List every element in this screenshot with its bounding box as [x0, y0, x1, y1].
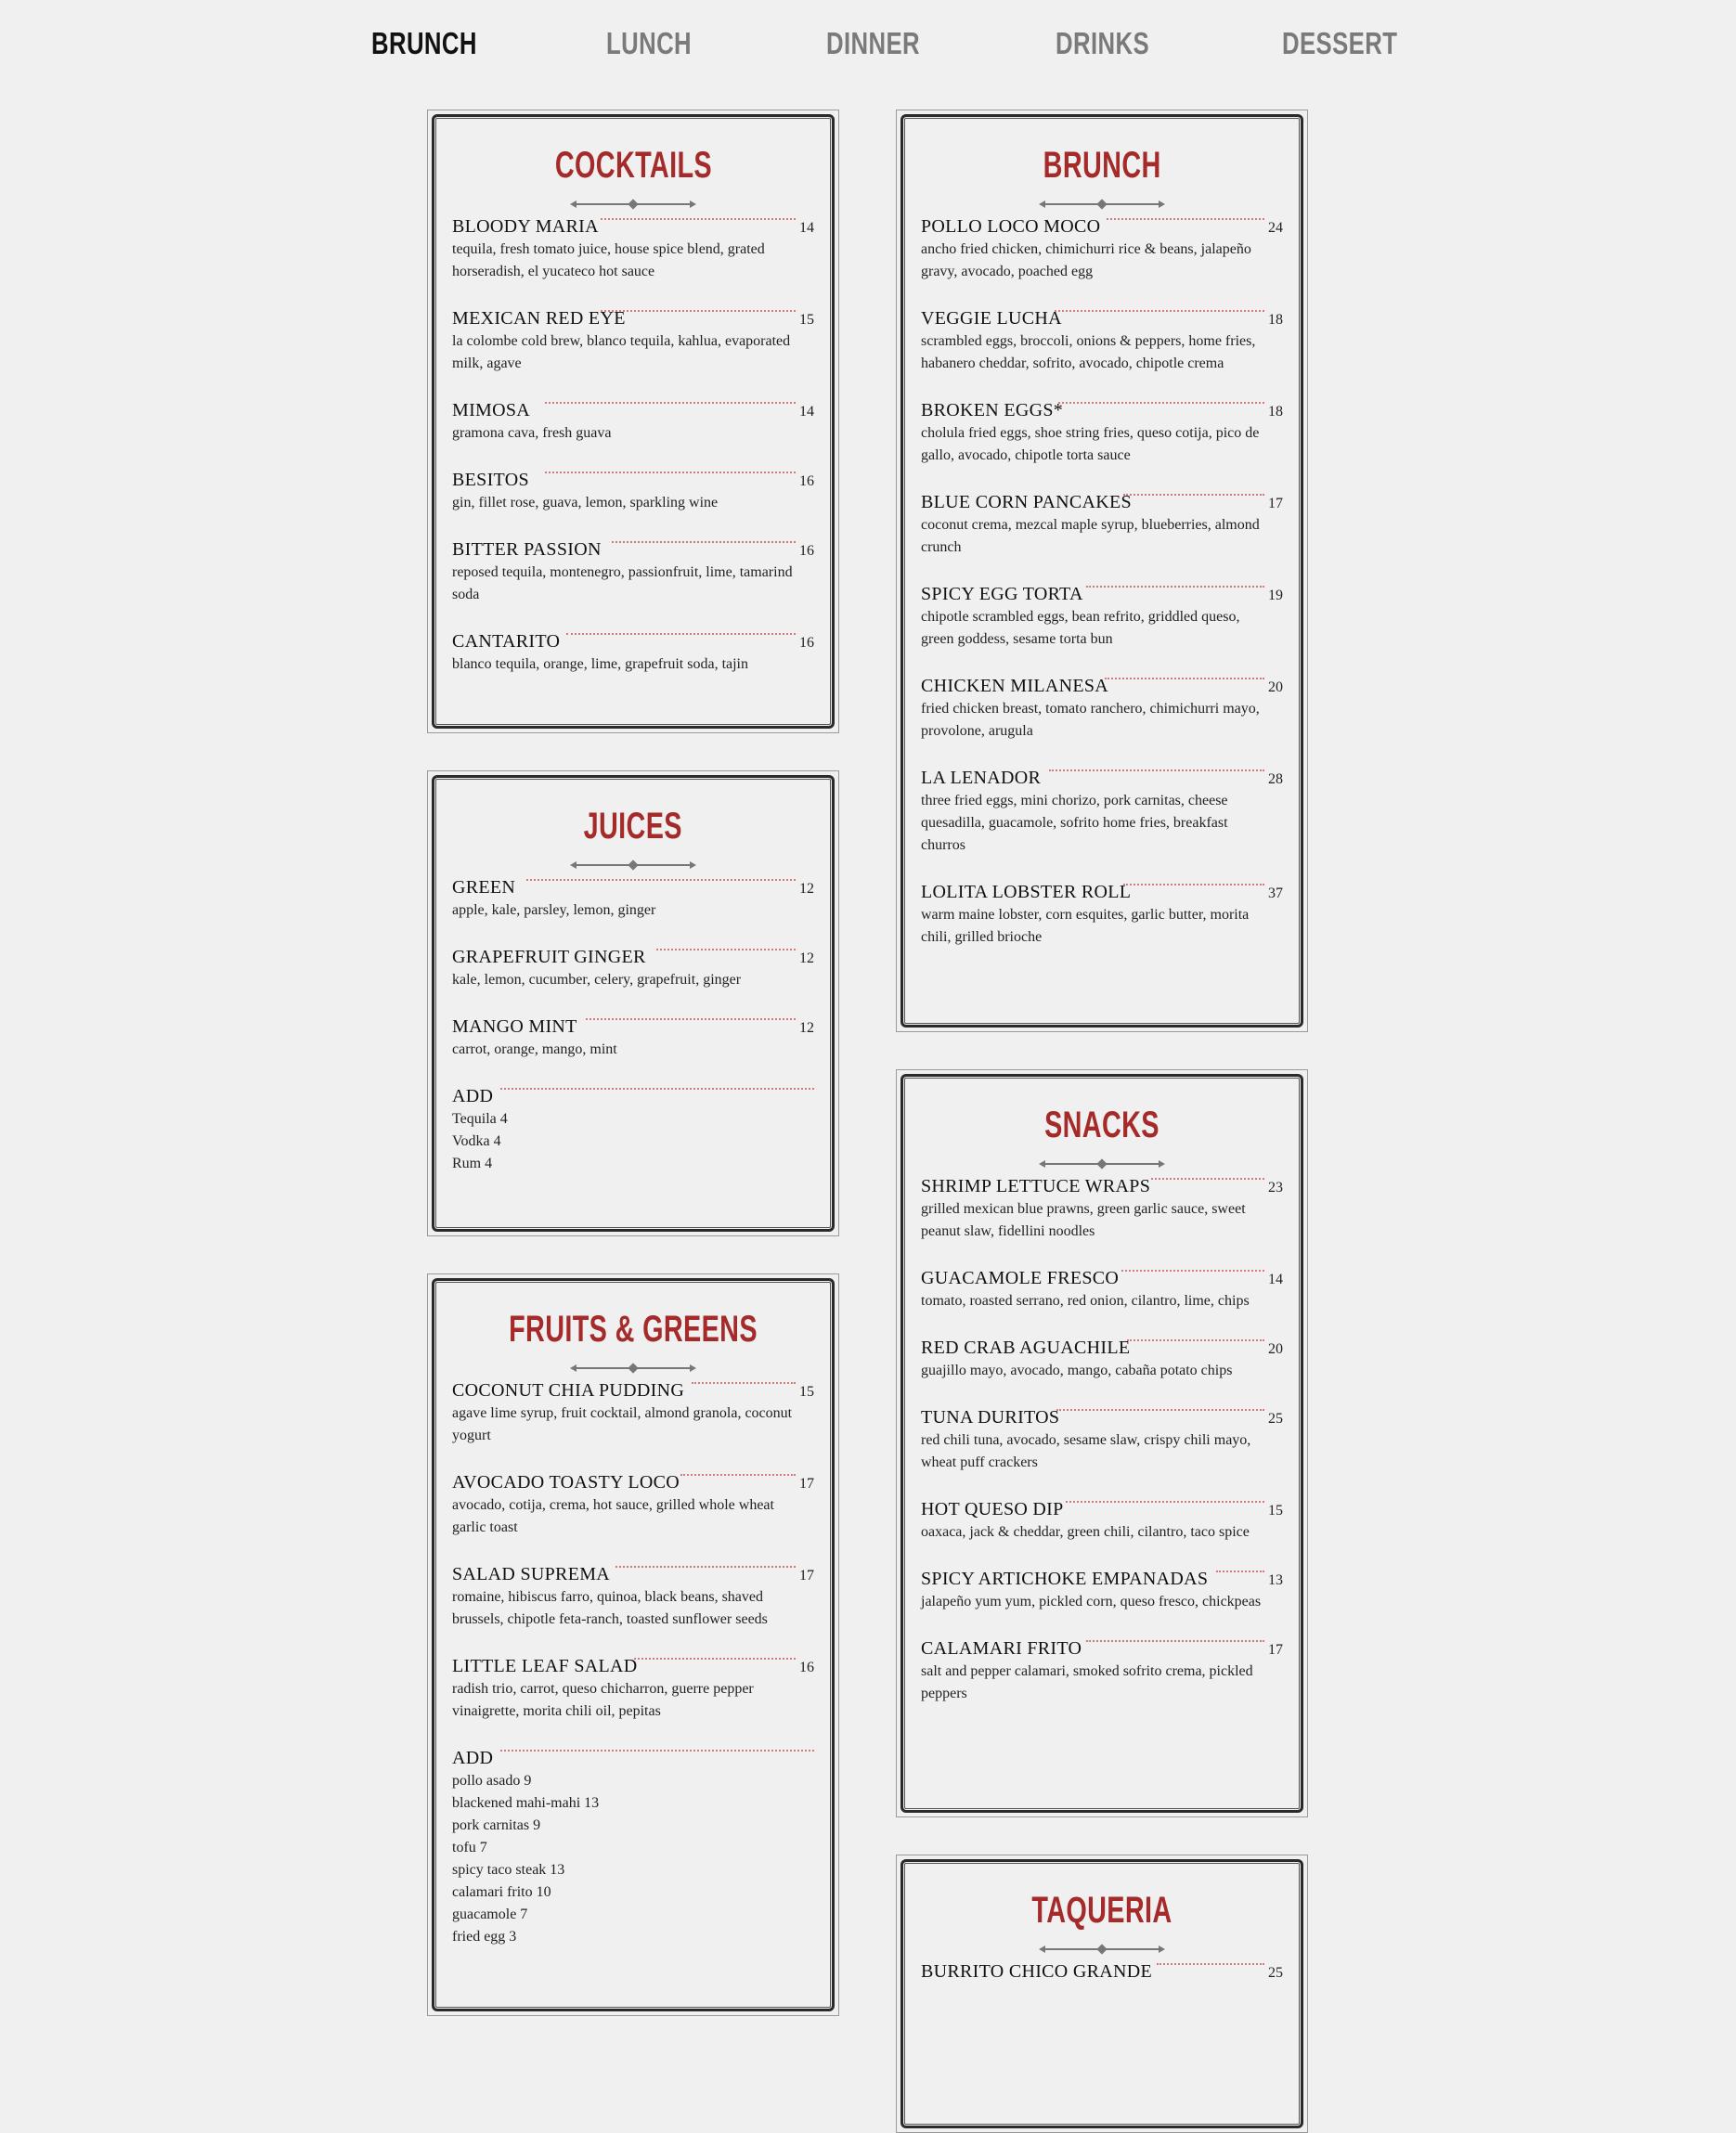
add-ons-label: ADD [452, 1748, 494, 1768]
menu-item-description: three fried eggs, mini chorizo, pork carnitas, cheese quesadilla, guacamole, sofrito home fries, breakfast churros [921, 793, 1228, 853]
menu-item-list [921, 214, 1283, 972]
menu-item [921, 306, 1283, 375]
menu-item-row [921, 214, 1283, 239]
menu-item-list [921, 1174, 1283, 1728]
menu-item-description: tomato, roasted serrano, red onion, cilantro, lime, chips [921, 1293, 1250, 1309]
menu-item-description: warm maine lobster, corn esquites, garlic butter, morita chili, grilled brioche [921, 907, 1250, 945]
menu-item-description: red chili tuna, avocado, sesame slaw, crispy chili mayo, wheat puff crackers [921, 1432, 1251, 1470]
menu-item-price: 12 [799, 881, 814, 897]
menu-item [921, 674, 1283, 743]
menu-item-name: BITTER PASSION [452, 539, 602, 560]
menu-item-name: BLOODY MARIA [452, 216, 599, 237]
menu-item-description: apple, kale, parsley, lemon, ginger [452, 902, 656, 918]
menu-item-name: SPICY ARTICHOKE EMPANADAS [921, 1569, 1209, 1589]
arrow-left-icon [570, 1364, 577, 1372]
menu-item-name: VEGGIE LUCHA [921, 308, 1062, 329]
menu-item-description: fried chicken breast, tomato ranchero, chimichurri mayo, provolone, arugula [921, 701, 1260, 739]
dotted-leader [1055, 310, 1264, 312]
menu-item-name: CHICKEN MILANESA [921, 676, 1109, 696]
menu-item-price: 37 [1268, 886, 1283, 901]
menu-item-price: 16 [799, 473, 814, 489]
menu-item-row [921, 582, 1283, 606]
menu-item-name: COCONUT CHIA PUDDING [452, 1380, 685, 1401]
snacks-card [896, 1069, 1308, 1817]
menu-item [452, 875, 814, 922]
menu-item-description: agave lime syrup, fruit cocktail, almond granola, coconut yogurt [452, 1405, 793, 1443]
tab-brunch[interactable]: BRUNCH [371, 26, 477, 60]
add-on-option: fried egg 3 [452, 1929, 517, 1945]
card-header [897, 1070, 1307, 1187]
dotted-leader [500, 1750, 814, 1752]
menu-item-row [452, 875, 814, 899]
menu-item-name: LOLITA LOBSTER ROLL [921, 882, 1132, 902]
arrow-ornament-icon [570, 200, 696, 209]
dotted-leader [612, 541, 796, 543]
menu-item-list [452, 875, 814, 1198]
menu-item-price: 25 [1268, 1411, 1283, 1427]
menu-item-name: GUACAMOLE FRESCO [921, 1268, 1120, 1288]
dotted-leader [1107, 218, 1264, 220]
menu-item-description: salt and pepper calamari, smoked sofrito crema, pickled peppers [921, 1663, 1253, 1701]
taqueria-card [896, 1855, 1308, 2133]
dotted-leader [1056, 1409, 1264, 1411]
menu-item [452, 1015, 814, 1061]
menu-item-row [921, 1497, 1283, 1521]
menu-item [921, 1567, 1283, 1613]
arrow-ornament-icon [570, 860, 696, 870]
menu-item-row [452, 1654, 814, 1678]
menu-item [921, 880, 1283, 949]
menu-item [452, 1654, 814, 1723]
dotted-leader [1123, 494, 1264, 496]
add-on-option: blackened mahi-mahi 13 [452, 1795, 600, 1811]
menu-item [921, 1405, 1283, 1474]
add-on-option: pollo asado 9 [452, 1773, 532, 1789]
menu-item-list [452, 214, 814, 699]
menu-item-description: scrambled eggs, broccoli, onions & peppers, home fries, habanero cheddar, sofrito, avocado, chipotle crema [921, 333, 1256, 371]
dotted-leader [1086, 586, 1264, 588]
dotted-leader [1216, 1571, 1264, 1572]
menu-item-name: GREEN [452, 877, 516, 898]
menu-item-description: reposed tequila, montenegro, passionfruit, lime, tamarind soda [452, 564, 793, 602]
section-title: TAQUERIA [1031, 1890, 1172, 1931]
menu-item [452, 537, 814, 606]
add-on-option: Rum 4 [452, 1156, 493, 1171]
menu-item-row [921, 398, 1283, 422]
section-title: FRUITS & GREENS [509, 1309, 758, 1350]
menu-item [921, 1266, 1283, 1312]
menu-item-price: 28 [1268, 771, 1283, 787]
menu-item-row [921, 490, 1283, 514]
menu-item-name: CALAMARI FRITO [921, 1638, 1082, 1659]
menu-item-description: gin, fillet rose, guava, lemon, sparkling wine [452, 495, 719, 511]
menu-item-price: 14 [1268, 1272, 1283, 1287]
menu-item-description: carrot, orange, mango, mint [452, 1041, 617, 1057]
tab-dinner[interactable]: DINNER [826, 26, 921, 60]
arrow-right-icon [1159, 200, 1165, 208]
menu-item-description: grilled mexican blue prawns, green garlic sauce, sweet peanut slaw, fidellini noodles [921, 1201, 1246, 1239]
dotted-leader [545, 472, 796, 473]
arrow-ornament-icon [1039, 1945, 1165, 1954]
add-ons-list [452, 1108, 814, 1175]
menu-item-row [921, 1959, 1283, 1984]
menu-item [921, 1959, 1283, 1984]
brunch-card [896, 110, 1308, 1032]
menu-item-row [452, 629, 814, 653]
menu-item-price: 16 [799, 635, 814, 651]
menu-item-price: 14 [799, 220, 814, 236]
menu-item-name: SALAD SUPREMA [452, 1564, 611, 1584]
menu-item-price: 19 [1268, 588, 1283, 603]
menu-item [452, 1378, 814, 1447]
menu-item-description: cholula fried eggs, shoe string fries, queso cotija, pico de gallo, avocado, chipotle torta sauce [921, 425, 1260, 463]
menu-item-row [452, 306, 814, 330]
add-ons-list [452, 1770, 814, 1948]
menu-item-price: 24 [1268, 220, 1283, 236]
menu-item-row [921, 880, 1283, 904]
menu-item-name: BLUE CORN PANCAKES [921, 492, 1132, 512]
section-title: SNACKS [1044, 1105, 1159, 1145]
dotted-leader [500, 1088, 814, 1090]
menu-item-description: ancho fried chicken, chimichurri rice & beans, jalapeño gravy, avocado, poached egg [921, 241, 1251, 279]
section-title: BRUNCH [1043, 145, 1161, 186]
menu-item-name: MEXICAN RED EYE [452, 308, 626, 329]
menu-item [452, 306, 814, 375]
menu-item-row [921, 1405, 1283, 1429]
dotted-leader [601, 218, 796, 220]
menu-item-name: BROKEN EGGS* [921, 400, 1064, 420]
menu-item-row [921, 1266, 1283, 1290]
menu-item-row [452, 214, 814, 239]
dotted-leader [1049, 769, 1264, 771]
menu-item-name: BESITOS [452, 470, 529, 490]
card-header [428, 110, 838, 227]
tab-drinks[interactable]: DRINKS [1056, 26, 1150, 60]
menu-item [921, 766, 1283, 857]
menu-item-row [452, 398, 814, 422]
add-on-option: tofu 7 [452, 1840, 487, 1855]
menu-item-description: jalapeño yum yum, pickled corn, queso fresco, chickpeas [921, 1594, 1262, 1609]
menu-item-price: 17 [799, 1476, 814, 1492]
menu-item-name: SPICY EGG TORTA [921, 584, 1083, 604]
menu-item-row [452, 1378, 814, 1403]
menu-item [921, 490, 1283, 559]
menu-item-price: 23 [1268, 1180, 1283, 1196]
menu-item-list [921, 1959, 1283, 2007]
dotted-leader [1127, 1339, 1264, 1341]
menu-item-name: TUNA DURITOS [921, 1407, 1060, 1428]
dotted-leader [1058, 402, 1264, 404]
menu-item-name: CANTARITO [452, 631, 561, 652]
menu-item-row [921, 1336, 1283, 1360]
dotted-leader [1105, 678, 1264, 679]
menu-item-description: la colombe cold brew, blanco tequila, kahlua, evaporated milk, agave [452, 333, 791, 371]
menu-item-price: 13 [1268, 1572, 1283, 1588]
add-ons [452, 1084, 814, 1175]
menu-item-name: HOT QUESO DIP [921, 1499, 1064, 1519]
menu-item-description: tequila, fresh tomato juice, house spice blend, grated horseradish, el yucateco hot sauce [452, 241, 765, 279]
dotted-leader [1123, 884, 1264, 886]
menu-item [452, 1562, 814, 1631]
arrow-left-icon [570, 200, 577, 208]
arrow-ornament-icon [1039, 1159, 1165, 1169]
card-header [428, 1274, 838, 1391]
dotted-leader [1066, 1501, 1264, 1503]
arrow-left-icon [1039, 1946, 1045, 1953]
menu-item-row [921, 306, 1283, 330]
dotted-leader [615, 1566, 796, 1568]
menu-item-name: SHRIMP LETTUCE WRAPS [921, 1176, 1151, 1196]
menu-item-description: blanco tequila, orange, lime, grapefruit soda, tajin [452, 656, 748, 672]
add-ons [452, 1746, 814, 1948]
menu-item-description: gramona cava, fresh guava [452, 425, 612, 441]
menu-item-description: kale, lemon, cucumber, celery, grapefruit, ginger [452, 972, 742, 988]
menu-item [452, 629, 814, 676]
menu-item-name: AVOCADO TOASTY LOCO [452, 1472, 680, 1493]
menu-item-row [452, 468, 814, 492]
menu-item-row [921, 1174, 1283, 1198]
menu-item-price: 20 [1268, 1341, 1283, 1357]
dotted-leader [1121, 1270, 1264, 1272]
menu-item-name: MIMOSA [452, 400, 531, 420]
menu-item [452, 468, 814, 514]
dotted-leader [692, 1382, 796, 1384]
menu-item [452, 945, 814, 991]
add-ons-row [452, 1084, 814, 1108]
dotted-leader [656, 949, 796, 950]
menu-item-description: radish trio, carrot, queso chicharron, guerre pepper vinaigrette, morita chili oil, pepitas [452, 1681, 754, 1719]
menu-item-price: 16 [799, 1660, 814, 1675]
tab-dessert[interactable]: DESSERT [1282, 26, 1398, 60]
menu-item [921, 582, 1283, 651]
menu-item-row [452, 1470, 814, 1494]
menu-item-row [921, 1567, 1283, 1591]
menu-item-row [452, 1562, 814, 1586]
arrow-right-icon [1159, 1160, 1165, 1168]
menu-item-name: BURRITO CHICO GRANDE [921, 1961, 1152, 1982]
menu-item-name: LITTLE LEAF SALAD [452, 1656, 638, 1676]
menu-item-description: guajillo mayo, avocado, mango, cabaña potato chips [921, 1363, 1233, 1378]
add-on-option: guacamole 7 [452, 1907, 528, 1922]
menu-item-row [921, 674, 1283, 698]
menu-item-price: 14 [799, 404, 814, 420]
arrow-right-icon [690, 200, 696, 208]
menu-item [452, 214, 814, 283]
arrow-right-icon [690, 1364, 696, 1372]
menu-item-description: avocado, cotija, crema, hot sauce, grilled whole wheat garlic toast [452, 1497, 774, 1535]
arrow-ornament-icon [570, 1364, 696, 1373]
menu-item [921, 1336, 1283, 1382]
menu-item-price: 17 [1268, 496, 1283, 511]
add-on-option: Tequila 4 [452, 1111, 508, 1127]
menu-item [921, 214, 1283, 283]
arrow-right-icon [690, 861, 696, 869]
menu-item-row [452, 537, 814, 562]
dotted-leader [1157, 1963, 1264, 1965]
juices-card [427, 770, 839, 1236]
dotted-leader [634, 1658, 796, 1660]
menu-item-price: 17 [799, 1568, 814, 1584]
menu-item [921, 1174, 1283, 1243]
menu-item-list [452, 1378, 814, 1971]
menu-item [921, 1497, 1283, 1544]
dotted-leader [545, 402, 796, 404]
menu-item [452, 1470, 814, 1539]
dotted-leader [526, 879, 796, 881]
menu-item-price: 25 [1268, 1965, 1283, 1981]
add-on-option: Vodka 4 [452, 1133, 501, 1149]
add-on-option: spicy taco steak 13 [452, 1862, 565, 1878]
menu-item [452, 398, 814, 445]
menu-item-price: 17 [1268, 1642, 1283, 1658]
menu-item-row [452, 945, 814, 969]
menu-item-description: chipotle scrambled eggs, bean refrito, griddled queso, green goddess, sesame torta bun [921, 609, 1240, 647]
menu-item [921, 398, 1283, 467]
fruits-greens-card [427, 1273, 839, 2016]
menu-item-price: 12 [799, 950, 814, 966]
dotted-leader [1151, 1178, 1264, 1180]
menu-item-name: POLLO LOCO MOCO [921, 216, 1101, 237]
menu-item-description: romaine, hibiscus farro, quinoa, black beans, shaved brussels, chipotle feta-ranch, toasted sunflower seeds [452, 1589, 768, 1627]
menu-item-name: LA LENADOR [921, 768, 1042, 788]
menu-item-row [921, 1636, 1283, 1661]
menu-item-price: 15 [799, 312, 814, 328]
menu-item-price: 15 [799, 1384, 814, 1400]
card-header [428, 771, 838, 888]
menu-tabs [0, 20, 1736, 67]
dotted-leader [601, 310, 796, 312]
dotted-leader [1086, 1640, 1264, 1642]
menu-item-price: 18 [1268, 312, 1283, 328]
menu-item-name: GRAPEFRUIT GINGER [452, 947, 646, 967]
cocktails-card [427, 110, 839, 733]
card-header [897, 110, 1307, 227]
arrow-right-icon [1159, 1946, 1165, 1953]
dotted-leader [680, 1474, 796, 1476]
menu-item-description: oaxaca, jack & cheddar, green chili, cilantro, taco spice [921, 1524, 1250, 1540]
menu-item-price: 16 [799, 543, 814, 559]
tab-lunch[interactable]: LUNCH [606, 26, 693, 60]
menu-item-description: coconut crema, mezcal maple syrup, blueberries, almond crunch [921, 517, 1260, 555]
arrow-ornament-icon [1039, 200, 1165, 209]
card-header [897, 1855, 1307, 1972]
dotted-leader [566, 633, 796, 635]
menu-item-price: 12 [799, 1020, 814, 1036]
add-on-option: calamari frito 10 [452, 1884, 551, 1900]
add-on-option: pork carnitas 9 [452, 1817, 541, 1833]
arrow-left-icon [1039, 1160, 1045, 1168]
menu-item-row [452, 1015, 814, 1039]
menu-item-price: 15 [1268, 1503, 1283, 1519]
section-title: JUICES [583, 806, 683, 847]
menu-item-name: MANGO MINT [452, 1016, 577, 1037]
dotted-leader [586, 1018, 796, 1020]
menu-item-price: 18 [1268, 404, 1283, 420]
add-ons-label: ADD [452, 1086, 494, 1106]
add-ons-row [452, 1746, 814, 1770]
menu-item-row [921, 766, 1283, 790]
menu-item [921, 1636, 1283, 1705]
arrow-left-icon [570, 861, 577, 869]
menu-item-name: RED CRAB AGUACHILE [921, 1338, 1131, 1358]
arrow-left-icon [1039, 200, 1045, 208]
menu-item-price: 20 [1268, 679, 1283, 695]
section-title: COCKTAILS [554, 145, 712, 186]
